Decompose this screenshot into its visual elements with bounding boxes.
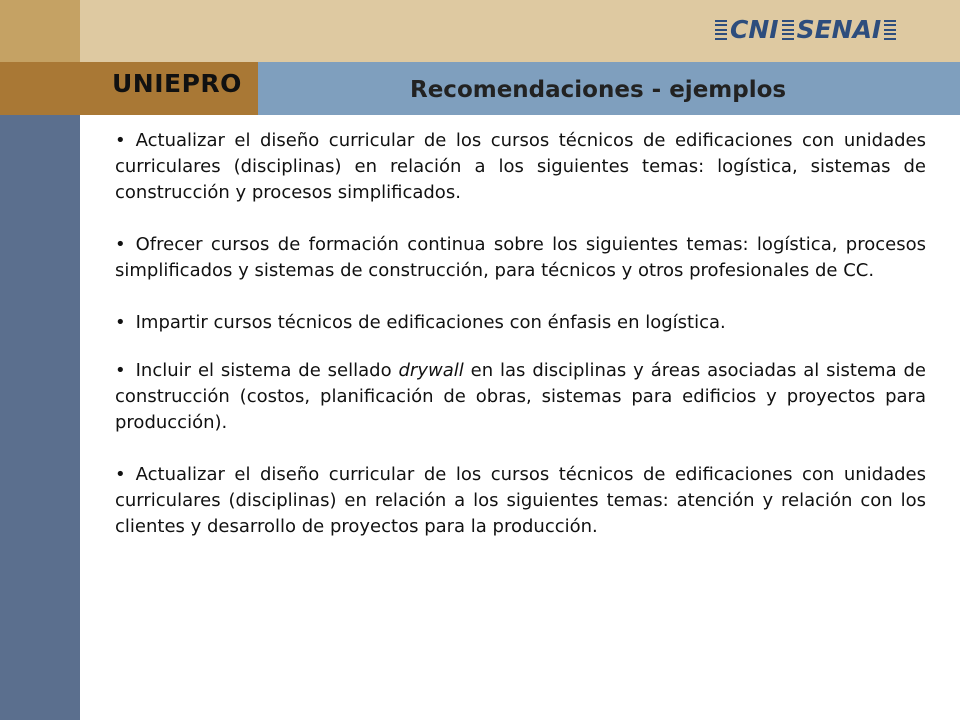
list-item-text: Actualizar el diseño curricular de los cursos técnicos de edificaciones con unidades curriculares (disciplinas) en relación a los siguientes temas: atención y relación con los clientes y desarrollo de proyectos para la producción. [115, 464, 926, 537]
list-item-text-after: en las disciplinas y áreas asociadas al sistema de construcción (costos, planificación de obras, sistemas para edificios y proyectos para producción). [115, 360, 927, 433]
bullet-icon: • [115, 360, 126, 381]
list-item-text-before: Incluir el sistema de sellado [135, 360, 399, 381]
header-corner [0, 0, 80, 62]
list-item [115, 310, 926, 336]
cni-senai-logo [712, 15, 899, 44]
bullet-icon: • [115, 234, 126, 255]
logo-stripe-icon [884, 20, 896, 40]
list-item-text: Ofrecer cursos de formación continua sobre los siguientes temas: logística, procesos simplificados y sistemas de construcción, para técnicos y otros profesionales de CC. [115, 234, 926, 281]
list-item [115, 232, 926, 284]
list-item-text: Actualizar el diseño curricular de los cursos técnicos de edificaciones con unidades curriculares (disciplinas) en relación a los siguientes temas: logística, sistemas de construcción y procesos simplificados. [115, 130, 926, 203]
list-item-text: Impartir cursos técnicos de edificaciones con énfasis en logística. [135, 312, 726, 333]
bullet-icon: • [115, 130, 126, 151]
logo-stripe-icon [782, 20, 794, 40]
logo-senai-text: SENAI [796, 15, 882, 44]
bullet-list [115, 128, 926, 566]
bullet-icon: • [115, 464, 126, 485]
left-sidebar-band [0, 115, 80, 720]
logo-cni-text: CNI [730, 15, 779, 44]
list-item [115, 358, 926, 436]
logo-stripe-icon [715, 20, 727, 40]
list-item-text-italic: drywall [398, 360, 464, 381]
bullet-icon: • [115, 312, 126, 333]
uniepro-label: UNIEPRO [112, 69, 242, 98]
page-title: Recomendaciones - ejemplos [410, 77, 787, 103]
list-item [115, 128, 926, 206]
list-item [115, 462, 926, 540]
